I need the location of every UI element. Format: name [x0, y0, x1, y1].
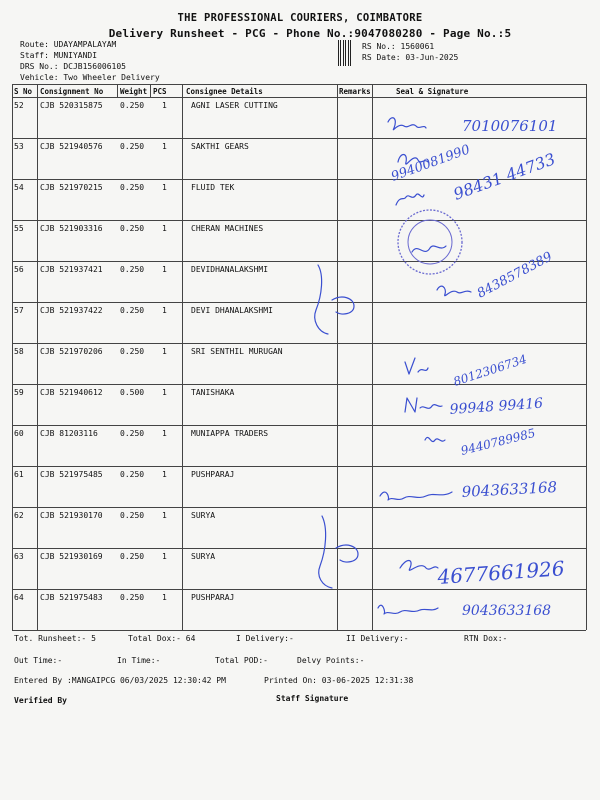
signature-52 — [388, 118, 426, 130]
handwritten-phone-53: 9940081990 — [389, 142, 473, 185]
row-pcs: 1 — [162, 593, 167, 602]
drs-label: DRS No.: DCJB156006105 — [20, 62, 126, 71]
handwritten-phone-64: 9043633168 — [462, 603, 552, 619]
row-pcs: 1 — [162, 388, 167, 397]
row-weight: 0.250 — [120, 224, 145, 233]
delvy-points: Delvy Points:- — [297, 656, 365, 665]
company-title: THE PROFESSIONAL COURIERS, COIMBATORE — [177, 12, 423, 24]
row-consignment: CJB 521903316 — [40, 224, 103, 233]
col-remarks: Remarks — [339, 87, 371, 96]
runsheet-subtitle: Delivery Runsheet - PCG - Phone No.:9047080280 - Page No.:5 — [108, 27, 512, 40]
seal-stamp — [398, 210, 462, 274]
row-sno: 56 — [14, 265, 24, 274]
row-pcs: 1 — [162, 552, 167, 561]
row-consignee: CHERAN MACHINES — [191, 224, 264, 233]
row-weight: 0.250 — [120, 142, 145, 151]
row-weight: 0.250 — [120, 183, 145, 192]
tot-runsheet: Tot. Runsheet:- 5 — [14, 634, 96, 643]
row-weight: 0.250 — [120, 265, 145, 274]
row-consignment: CJB 521970206 — [40, 347, 103, 356]
row-sno: 54 — [14, 183, 24, 192]
row-weight: 0.500 — [120, 388, 145, 397]
row-consignee: SAKTHI GEARS — [191, 142, 249, 151]
signature-58 — [405, 358, 428, 374]
row-consignment: CJB 521937421 — [40, 265, 103, 274]
handwritten-phone-60: 9440789985 — [459, 425, 537, 458]
row-sno: 52 — [14, 101, 24, 110]
row-consignee: SRI SENTHIL MURUGAN — [191, 347, 283, 356]
route-label: Route: UDAYAMPALAYAM — [20, 40, 117, 49]
col-sno: S No — [14, 87, 33, 96]
signature-63 — [400, 561, 438, 571]
row-pcs: 1 — [162, 470, 167, 479]
rs-number: RS No.: 1560061 — [362, 42, 435, 51]
row-pcs: 1 — [162, 142, 167, 151]
row-consignment: CJB 521970215 — [40, 183, 103, 192]
row-weight: 0.250 — [120, 593, 145, 602]
handwritten-phone-61: 9043633168 — [461, 478, 558, 501]
row-weight: 0.250 — [120, 511, 145, 520]
row-weight: 0.250 — [120, 101, 145, 110]
row-consignee: DEVIDHANALAKSHMI — [191, 265, 269, 274]
row-consignment: CJB 521975483 — [40, 593, 103, 602]
row-consignment: CJB 520315875 — [40, 101, 103, 110]
row-sno: 57 — [14, 306, 24, 315]
total-dox: Total Dox:- 64 — [128, 634, 196, 643]
signature-56 — [437, 286, 471, 296]
rs-date: RS Date: 03-Jun-2025 — [362, 53, 459, 62]
row-consignee: SURYA — [191, 511, 216, 520]
row-consignee: DEVI DHANALAKSHMI — [191, 306, 273, 315]
row-consignee: FLUID TEK — [191, 183, 235, 192]
row-weight: 0.250 — [120, 552, 145, 561]
row-sno: 61 — [14, 470, 24, 479]
row-weight: 0.250 — [120, 347, 145, 356]
col-consignee: Consignee Details — [186, 87, 263, 96]
col-seal-signature: Seal & Signature — [396, 87, 469, 96]
verified-by: Verified By — [14, 696, 67, 705]
row-consignment: CJB 521940576 — [40, 142, 103, 151]
rtn-dox: RTN Dox:- — [464, 634, 508, 643]
entered-by: Entered By :MANGAIPCG 06/03/2025 12:30:42 PM — [14, 676, 226, 685]
row-pcs: 1 — [162, 306, 167, 315]
row-sno: 62 — [14, 511, 24, 520]
row-sno: 59 — [14, 388, 24, 397]
signature-59 — [405, 398, 442, 412]
row-sno: 55 — [14, 224, 24, 233]
handwritten-phone-52: 7010076101 — [462, 117, 558, 135]
row-consignee: MUNIAPPA TRADERS — [191, 429, 269, 438]
row-sno: 58 — [14, 347, 24, 356]
row-sno: 63 — [14, 552, 24, 561]
row-consignee: SURYA — [191, 552, 216, 561]
vehicle-label: Vehicle: Two Wheeler Delivery — [20, 73, 160, 82]
signature-60 — [425, 437, 445, 441]
signature-54 — [396, 194, 424, 205]
signature-61 — [380, 492, 452, 500]
staff-label: Staff: MUNIYANDI — [20, 51, 98, 60]
col-weight: Weight — [120, 87, 148, 96]
row-consignment: CJB 521937422 — [40, 306, 103, 315]
i-delivery: I Delivery:- — [236, 634, 294, 643]
handwritten-phone-63: 4677661926 — [436, 556, 566, 589]
ii-delivery: II Delivery:- — [346, 634, 409, 643]
row-pcs: 1 — [162, 224, 167, 233]
handwritten-phone-56: 8438578389 — [474, 249, 555, 302]
in-time: In Time:- — [117, 656, 161, 665]
row-pcs: 1 — [162, 511, 167, 520]
row-pcs: 1 — [162, 429, 167, 438]
row-consignment: CJB 521930169 — [40, 552, 103, 561]
staff-signature: Staff Signature — [276, 694, 349, 703]
row-weight: 0.250 — [120, 429, 145, 438]
row-weight: 0.250 — [120, 470, 145, 479]
bracket-56-57 — [315, 265, 354, 334]
row-consignment: CJB 521940612 — [40, 388, 103, 397]
out-time: Out Time:- — [14, 656, 63, 665]
row-pcs: 1 — [162, 183, 167, 192]
row-consignment: CJB 81203116 — [40, 429, 98, 438]
handwritten-phone-59: 99948 99416 — [449, 395, 544, 418]
row-sno: 60 — [14, 429, 24, 438]
col-pcs: PCS — [153, 87, 167, 96]
row-weight: 0.250 — [120, 306, 145, 315]
handwritten-phone-54: 98431 44733 — [450, 149, 558, 204]
row-consignee: PUSHPARAJ — [191, 593, 235, 602]
row-pcs: 1 — [162, 101, 167, 110]
col-consignment: Consignment No — [40, 87, 104, 96]
row-consignee: PUSHPARAJ — [191, 470, 235, 479]
bracket-62-63 — [319, 516, 358, 588]
row-consignment: CJB 521975485 — [40, 470, 103, 479]
row-consignee: TANISHAKA — [191, 388, 235, 397]
row-consignment: CJB 521930170 — [40, 511, 103, 520]
signature-64 — [378, 605, 438, 614]
row-pcs: 1 — [162, 347, 167, 356]
row-sno: 64 — [14, 593, 24, 602]
row-pcs: 1 — [162, 265, 167, 274]
row-sno: 53 — [14, 142, 24, 151]
total-pod: Total POD:- — [215, 656, 268, 665]
handwritten-phone-58: 8012306734 — [451, 351, 529, 389]
row-consignee: AGNI LASER CUTTING — [191, 101, 278, 110]
printed-on: Printed On: 03-06-2025 12:31:38 — [264, 676, 414, 685]
